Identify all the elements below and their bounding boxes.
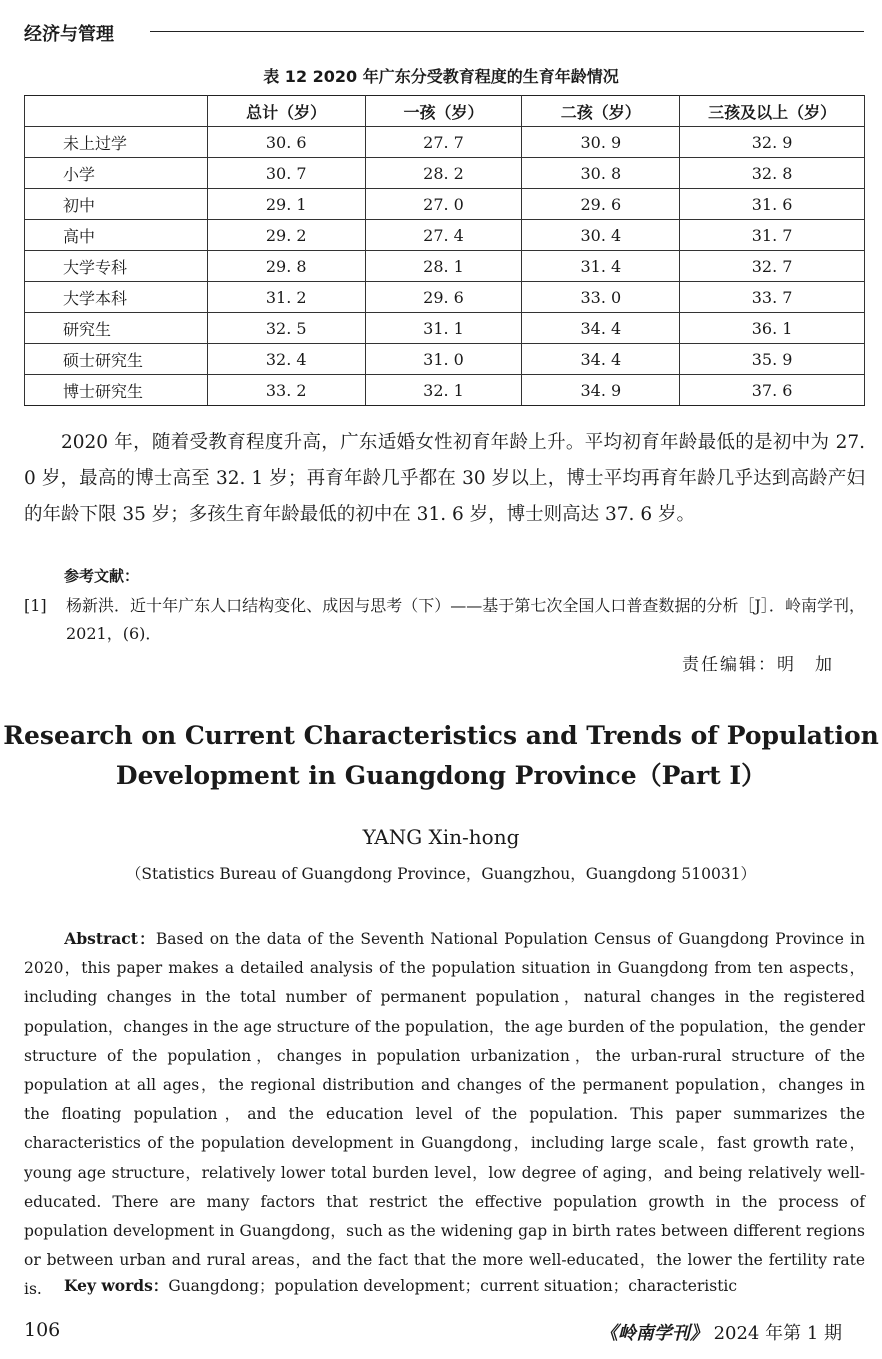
table-title: 表 12 2020 年广东分受教育程度的生育年龄情况 (263, 67, 619, 86)
table-cell: 33. 7 (680, 282, 865, 313)
table-cell: 30. 8 (522, 158, 680, 189)
column-header: 三孩及以上（岁） (680, 96, 865, 127)
abstract-label: Abstract： (64, 929, 156, 948)
table-cell: 29. 6 (522, 189, 680, 220)
table-cell: 32. 8 (680, 158, 865, 189)
column-header (25, 96, 208, 127)
column-header: 总计（岁） (207, 96, 365, 127)
table-cell: 27. 7 (365, 127, 522, 158)
table-cell: 32. 9 (680, 127, 865, 158)
column-header: 二孩（岁） (522, 96, 680, 127)
row-label: 大学专科 (25, 251, 208, 282)
table-cell: 31. 0 (365, 344, 522, 375)
responsible-editor: 责任编辑：明 加 (682, 655, 834, 675)
table-cell: 31. 1 (365, 313, 522, 344)
row-label: 博士研究生 (25, 375, 208, 406)
reference-number: [1] (24, 596, 47, 615)
header-rule (150, 31, 864, 32)
table-cell: 31. 4 (522, 251, 680, 282)
table-cell: 33. 2 (207, 375, 365, 406)
author-name: YANG Xin-hong (362, 825, 520, 849)
table-cell: 30. 7 (207, 158, 365, 189)
fertility-age-table (24, 95, 865, 406)
table-row (25, 189, 865, 220)
table-cell: 30. 9 (522, 127, 680, 158)
abstract-text: Based on the data of the Seventh National Population Census of Guangdong Province in 2020，this paper makes a detailed analysis of the population situation in Guangdong from ten aspects，including changes in the total number of permanent population，natural changes in the registered population，changes in the age structure of the population，the age burden of the population，the gender structure of the population，changes in population urbanization，the urban-rural structure of the population at all ages，the regional distribution and changes of the permanent population，changes in the floating population，and the education level of the population. This paper summarizes the characteristics of the population development in Guangdong，including large scale，fast growth rate，young age structure，relatively lower total burden level，low degree of aging，and being relatively well-educated. There are many factors that restrict the effective population growth in the process of population development in Guangdong，such as the widening gap in birth rates between different regions or between urban and rural areas，and the fact that the more well-educated，the lower the fertility rate is. (24, 930, 865, 1299)
table-cell: 29. 1 (207, 189, 365, 220)
table-cell: 32. 4 (207, 344, 365, 375)
table-cell: 30. 4 (522, 220, 680, 251)
table-cell: 32. 7 (680, 251, 865, 282)
row-label: 初中 (25, 189, 208, 220)
author-affiliation: （Statistics Bureau of Guangdong Province，Guangzhou，Guangdong 510031） (125, 865, 757, 883)
keywords-label: Key words： (64, 1276, 169, 1295)
table-cell: 31. 6 (680, 189, 865, 220)
table-cell: 34. 9 (522, 375, 680, 406)
table-row (25, 220, 865, 251)
journal-name: 《岭南学刊》 (599, 1323, 708, 1344)
table-row (25, 313, 865, 344)
journal-section-title: 经济与管理 (24, 24, 114, 45)
row-label: 硕士研究生 (25, 344, 208, 375)
table-row (25, 251, 865, 282)
row-label: 小学 (25, 158, 208, 189)
table-cell: 35. 9 (680, 344, 865, 375)
abstract (24, 924, 865, 1305)
table-cell: 32. 5 (207, 313, 365, 344)
table-row (25, 158, 865, 189)
table-cell: 29. 2 (207, 220, 365, 251)
table-cell: 29. 6 (365, 282, 522, 313)
table-cell: 31. 7 (680, 220, 865, 251)
table-row (25, 282, 865, 313)
reference-text: 杨新洪．近十年广东人口结构变化、成因与思考（下）——基于第七次全国人口普查数据的分析［J］．岭南学刊，2021，(6)． (66, 596, 865, 643)
table-row (25, 127, 865, 158)
english-title: Research on Current Characteristics and Trends of Population Development in Guangdong Province（Part Ⅰ） (3, 721, 879, 790)
table-row (25, 344, 865, 375)
footer-journal (600, 1319, 842, 1345)
page-header (24, 18, 864, 46)
row-label: 未上过学 (25, 127, 208, 158)
table-header-row (25, 96, 865, 127)
table-row (25, 375, 865, 406)
references-heading: 参考文献： (64, 567, 140, 585)
row-label: 高中 (25, 220, 208, 251)
keywords (64, 1274, 737, 1296)
table-cell: 27. 4 (365, 220, 522, 251)
journal-issue: 2024 年第 1 期 (713, 1323, 842, 1344)
reference-item (24, 592, 865, 648)
table-cell: 34. 4 (522, 344, 680, 375)
row-label: 大学本科 (25, 282, 208, 313)
table-cell: 31. 2 (207, 282, 365, 313)
table-cell: 28. 1 (365, 251, 522, 282)
table-cell: 36. 1 (680, 313, 865, 344)
keywords-text: Guangdong；population development；current situation；characteristic (168, 1277, 738, 1295)
column-header: 一孩（岁） (365, 96, 522, 127)
table-cell: 37. 6 (680, 375, 865, 406)
table-cell: 32. 1 (365, 375, 522, 406)
row-label: 研究生 (25, 313, 208, 344)
table-cell: 33. 0 (522, 282, 680, 313)
table-cell: 27. 0 (365, 189, 522, 220)
table-cell: 29. 8 (207, 251, 365, 282)
table-cell: 34. 4 (522, 313, 680, 344)
body-paragraph: 2020 年，随着受教育程度升高，广东适婚女性初育年龄上升。平均初育年龄最低的是初中为 27. 0 岁，最高的博士高至 32. 1 岁；再育年龄几乎都在 30 岁以上，博士平均再育年龄几乎达到高龄产妇的年龄下限 35 岁；多孩生育年龄最低的初中在 31. 6 岁，博士则高达 37. 6 岁。 (24, 432, 865, 525)
table-cell: 28. 2 (365, 158, 522, 189)
page-number: 106 (24, 1319, 61, 1341)
table-cell: 30. 6 (207, 127, 365, 158)
